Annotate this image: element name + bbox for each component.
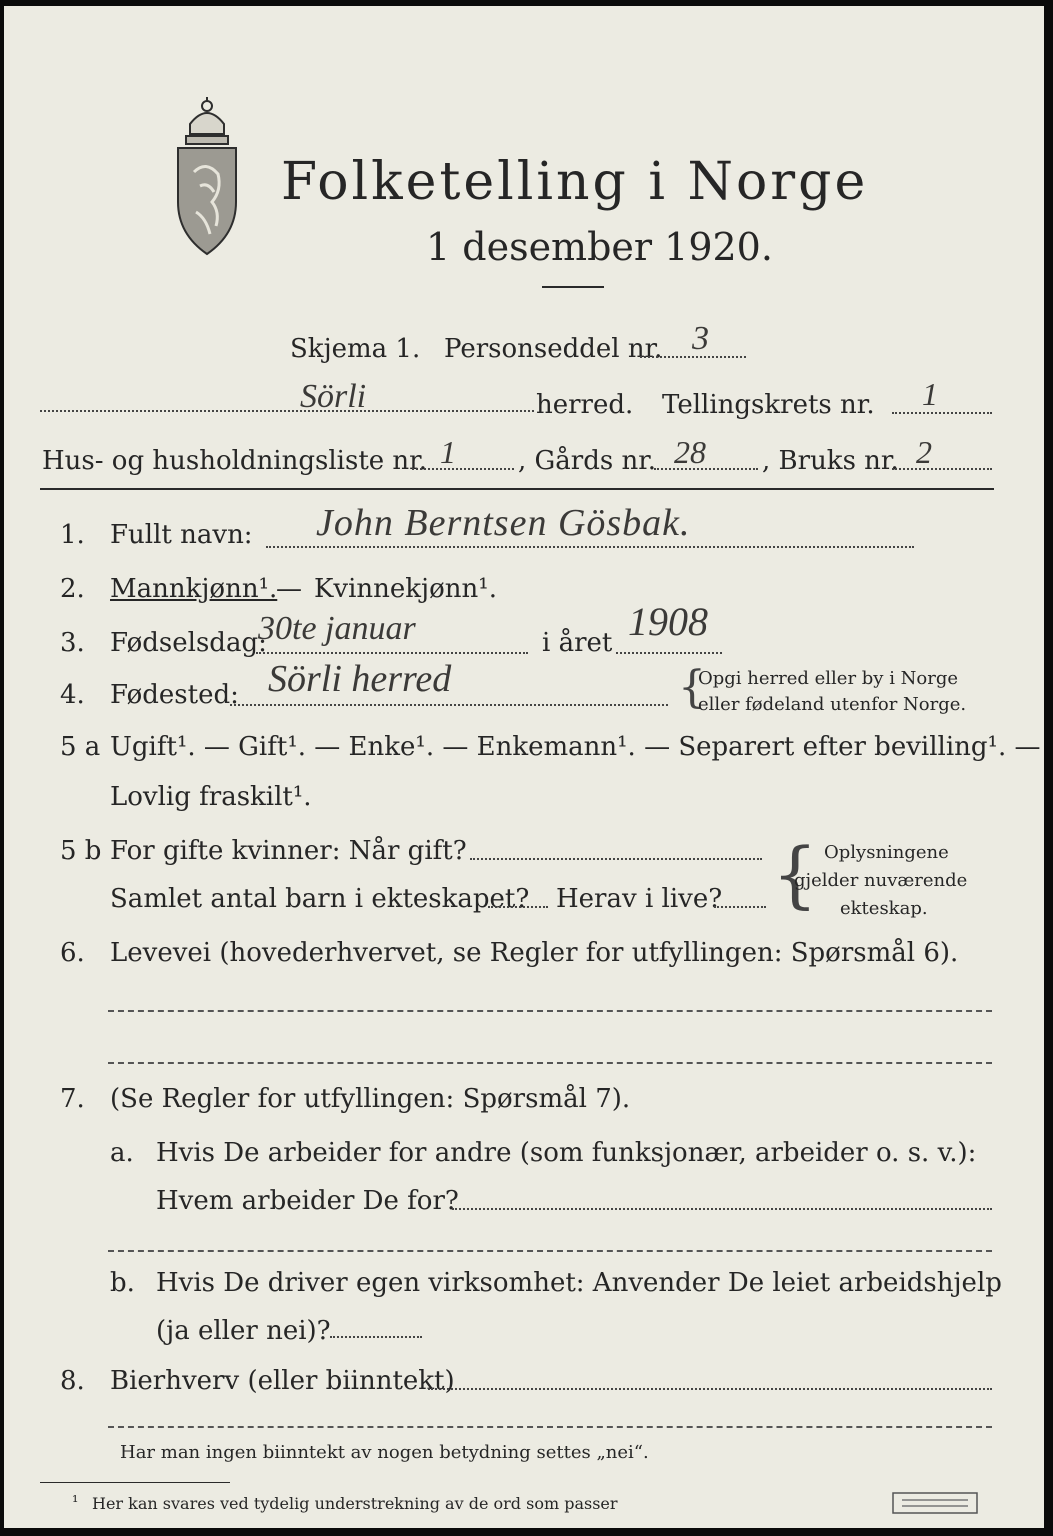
census-form-page [4, 6, 1044, 1528]
children-line [488, 906, 548, 908]
q5b-note-line1: Oplysningene [824, 842, 949, 863]
q4-number: 4. [60, 680, 85, 710]
employer-line-2 [108, 1250, 992, 1252]
q7b-line2: (ja eller nei)? [156, 1316, 331, 1346]
norwegian-coat-of-arms-icon [162, 94, 252, 262]
occupation-label: Levevei (hovederhvervet, se Regler for utfyllingen: Spørsmål 6). [110, 938, 959, 968]
q7b-line1: Hvis De driver egen virksomhet: Anvender De leiet arbeidshjelp [156, 1268, 1002, 1298]
q5b-note-line3: ekteskap. [840, 898, 928, 919]
q5b-note-line2: gjelder nuværende [794, 870, 968, 891]
q7a-letter: a. [110, 1138, 134, 1168]
census-date: 1 desember 1920. [426, 225, 773, 269]
q5b-note-brace: { [772, 832, 818, 916]
tellingskrets-label: Tellingskrets nr. [662, 390, 875, 420]
side-income-line-2 [108, 1426, 992, 1428]
q4-label: Fødested: [110, 680, 239, 710]
herred-label: herred. [536, 390, 634, 420]
header-divider [40, 488, 994, 490]
skjema-label: Skjema 1. [290, 334, 421, 364]
q4-note-line2: eller fødeland utenfor Norge. [698, 694, 967, 715]
q5b-number: 5 b [60, 836, 102, 866]
q3-number: 3. [60, 628, 85, 658]
q7b-letter: b. [110, 1268, 135, 1298]
herred-line [40, 410, 534, 412]
q5a-number: 5 a [60, 732, 101, 762]
q3-line [256, 652, 528, 654]
form-title: Folketelling i Norge [281, 152, 869, 212]
male-option: Mannkjønn¹. [110, 574, 278, 604]
bruks-value: 2 [916, 434, 932, 470]
full-name-value: John Berntsen Gösbak. [316, 502, 691, 544]
footnote-mark: ¹ [72, 1492, 79, 1511]
alive-line [714, 906, 766, 908]
year-line [616, 652, 722, 654]
occupation-line-2 [108, 1062, 992, 1064]
printer-stamp-icon [892, 1492, 978, 1514]
children-label: Samlet antal barn i ekteskapet? [110, 884, 530, 914]
marital-options: Ugift¹. — Gift¹. — Enke¹. — Enkemann¹. — Separert efter bevilling¹. — [110, 732, 1041, 762]
employer-line [452, 1208, 992, 1210]
q7a-line1: Hvis De arbeider for andre (som funksjonær, arbeider o. s. v.): [156, 1138, 977, 1168]
tellingskrets-line [892, 412, 992, 414]
gards-value: 28 [674, 434, 706, 470]
marital-options-cont: Lovlig fraskilt¹. [110, 782, 312, 812]
alive-label: Herav i live? [556, 884, 723, 914]
footnote-text: Her kan svares ved tydelig understrekning av de ord som passer [92, 1494, 618, 1513]
tellingskrets-value: 1 [922, 376, 938, 412]
husliste-line [412, 468, 514, 470]
hired-help-line [330, 1336, 422, 1338]
q8-number: 8. [60, 1366, 85, 1396]
married-when-line [470, 858, 762, 860]
footnote-divider [40, 1482, 230, 1483]
personseddel-value: 3 [692, 320, 709, 357]
birthdate-value: 30te januar [258, 610, 416, 647]
side-income-label: Bierhverv (eller biinntekt) [110, 1366, 455, 1396]
bruks-line [892, 468, 992, 470]
married-women-label: For gifte kvinner: Når gift? [110, 836, 467, 866]
q1-line [266, 546, 914, 548]
birth-year-value: 1908 [628, 599, 708, 644]
female-option: Kvinnekjønn¹. [314, 574, 497, 604]
q4-line [230, 704, 668, 706]
q3-label: Fødselsdag: [110, 628, 267, 658]
occupation-line-1 [108, 1010, 992, 1012]
q1-label: Fullt navn: [110, 520, 253, 550]
husliste-label: Hus- og husholdningsliste nr. [42, 446, 428, 476]
personseddel-label: Personseddel nr. [444, 334, 663, 364]
birthplace-value: Sörli herred [268, 658, 452, 700]
herred-value: Sörli [300, 378, 367, 415]
q4-note-brace: { [678, 662, 706, 713]
side-income-line [428, 1388, 992, 1390]
year-label: i året [542, 628, 613, 658]
q7-label: (Se Regler for utfyllingen: Spørsmål 7). [110, 1084, 631, 1114]
q2-number: 2. [60, 574, 85, 604]
husliste-value: 1 [440, 434, 456, 470]
gards-label: , Gårds nr. [518, 446, 657, 476]
q2-separator: — [276, 574, 302, 604]
q4-note-line1: Opgi herred eller by i Norge [698, 668, 959, 689]
q7a-line2: Hvem arbeider De for? [156, 1186, 459, 1216]
gards-line [654, 468, 758, 470]
q6-number: 6. [60, 938, 85, 968]
footer-note: Har man ingen biinntekt av nogen betydning settes „nei“. [120, 1442, 649, 1463]
bruks-label: , Bruks nr. [762, 446, 899, 476]
q7-number: 7. [60, 1084, 85, 1114]
title-divider [542, 286, 604, 288]
q1-number: 1. [60, 520, 85, 550]
